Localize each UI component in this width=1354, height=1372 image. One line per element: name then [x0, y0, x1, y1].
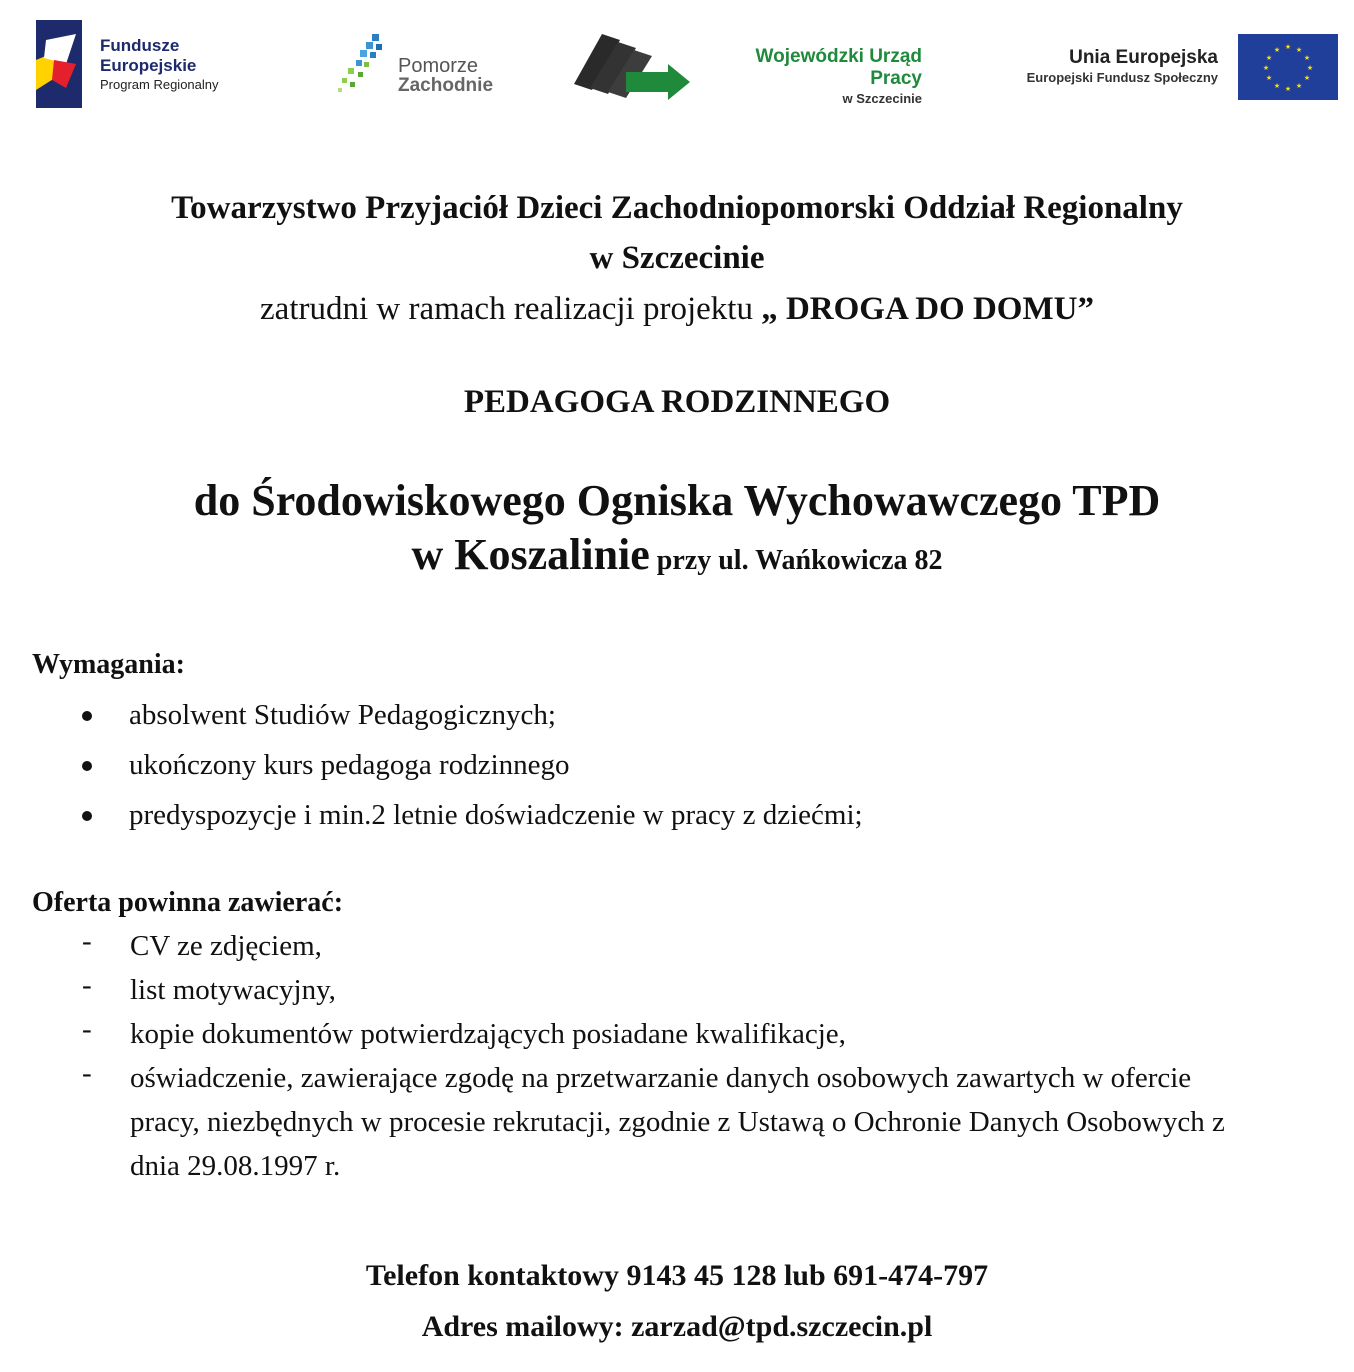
contact-email[interactable]: Adres mailowy: zarzad@tpd.szczecin.pl: [421, 1310, 933, 1343]
list-item: [0, 698, 1354, 748]
requirement-text: ukończony kurs pedagoga rodzinnego: [129, 749, 570, 781]
place-line1: do Środowiskowego Ogniska Wychowawczego TPD: [193, 476, 1161, 525]
svg-text:★: ★: [1284, 85, 1292, 93]
place-line2: [0, 530, 1354, 586]
requirements-heading: Wymagania:: [32, 649, 185, 680]
pomorze-zachodnie-text: [398, 56, 493, 96]
wup-line1: Wojewódzki Urząd Pracy: [755, 46, 922, 89]
bullet-icon: [82, 811, 92, 821]
logo-bar: [0, 0, 1354, 120]
offer-item-text: list motywacyjny,: [130, 974, 336, 1006]
svg-text:★: ★: [1306, 64, 1314, 72]
pz-line2: Zachodnie: [398, 75, 494, 96]
wup-logo: [574, 34, 690, 100]
wup-line2: w Szczecinie: [842, 91, 922, 106]
fundusze-europejskie-text: [100, 36, 219, 94]
list-item: [0, 924, 1354, 968]
dash-marker: -: [82, 969, 92, 1001]
pz-line1: Pomorze: [398, 55, 479, 77]
offer-heading: Oferta powinna zawierać:: [32, 887, 344, 918]
list-item: [0, 1012, 1354, 1056]
list-item: [0, 798, 1354, 848]
svg-text:★: ★: [1284, 43, 1292, 51]
offer-item-text: kopie dokumentów potwierdzających posiadane kwalifikacje,: [130, 1018, 846, 1050]
svg-text:★: ★: [1273, 82, 1281, 90]
dash-marker: -: [82, 1057, 92, 1089]
project-prefix: zatrudni w ramach realizacji projektu: [260, 291, 762, 327]
fe-line3: Program Regionalny: [100, 77, 219, 92]
project-line: [0, 289, 1354, 329]
pomorze-zachodnie-logo: [334, 32, 394, 100]
eu-flag-icon: [1238, 34, 1338, 100]
fe-line1: Fundusze: [100, 36, 180, 55]
ue-line2: Europejski Fundusz Społeczny: [1026, 70, 1218, 85]
requirements-list: [0, 698, 1354, 848]
offer-item-text: CV ze zdjęciem,: [130, 930, 322, 962]
dash-marker: -: [82, 925, 92, 957]
place-city: w Koszalinie: [411, 530, 650, 579]
ue-line1: Unia Europejska: [1069, 47, 1218, 68]
svg-text:★: ★: [1295, 46, 1303, 54]
svg-text:★: ★: [1303, 54, 1311, 62]
svg-text:★: ★: [1262, 64, 1270, 72]
project-name: „ DROGA DO DOMU”: [761, 291, 1094, 327]
svg-text:★: ★: [1265, 54, 1273, 62]
organization-city: w Szczecinie: [589, 240, 765, 276]
position-title: PEDAGOGA RODZINNEGO: [463, 384, 891, 420]
fe-line2: Europejskie: [100, 56, 197, 75]
bullet-icon: [82, 761, 92, 771]
wup-text: [706, 46, 922, 108]
ue-text: [1006, 47, 1218, 87]
offer-list: [0, 924, 1354, 1188]
fundusze-europejskie-logo: [36, 20, 82, 108]
bullet-icon: [82, 711, 92, 721]
requirement-text: absolwent Studiów Pedagogicznych;: [129, 699, 556, 731]
dash-marker: -: [82, 1013, 92, 1045]
svg-text:★: ★: [1303, 74, 1311, 82]
contact-phone: Telefon kontaktowy 9143 45 128 lub 691-474-797: [365, 1259, 989, 1292]
place-address: przy ul. Wańkowicza 82: [649, 545, 943, 576]
organization-name: Towarzystwo Przyjaciół Dzieci Zachodniopomorski Oddział Regionalny: [171, 190, 1183, 226]
list-item: [0, 968, 1354, 1012]
svg-text:★: ★: [1273, 46, 1281, 54]
offer-item-text: oświadczenie, zawierające zgodę na przetwarzanie danych osobowych zawartych w ofercie pracy, niezbędnych w procesie rekrutacji, zgodnie z Ustawą o Ochronie Danych Osobowych z dnia 29.08.1997 r.: [130, 1062, 1225, 1182]
list-item: [0, 748, 1354, 798]
svg-text:★: ★: [1265, 74, 1273, 82]
list-item: [0, 1056, 1354, 1188]
svg-text:★: ★: [1295, 82, 1303, 90]
requirement-text: predyspozycje i min.2 letnie doświadczenie w pracy z dziećmi;: [129, 799, 863, 831]
